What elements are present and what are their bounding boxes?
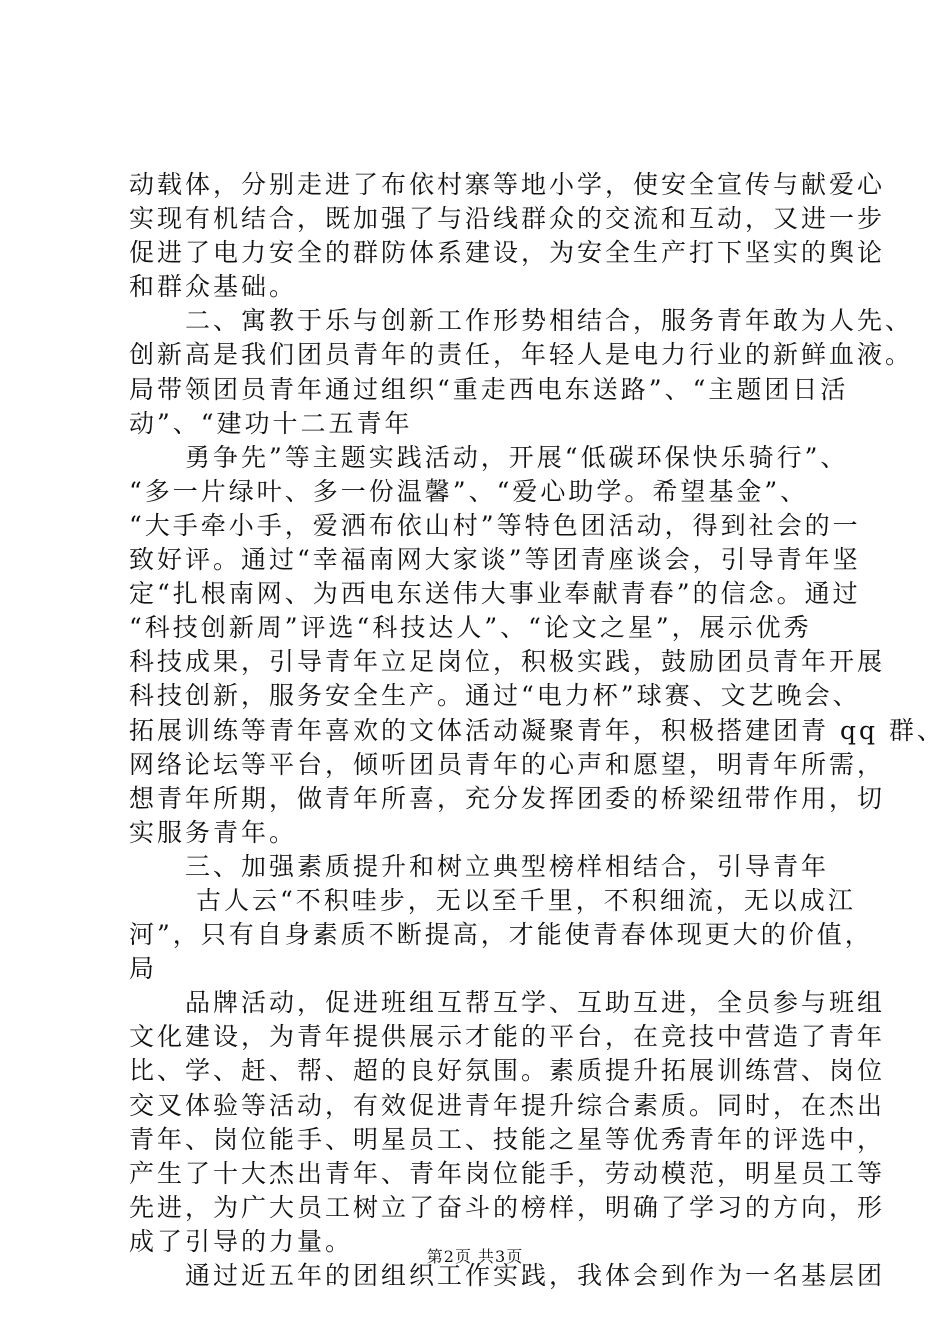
text-line: 网络论坛等平台，倾听团员青年的心声和愿望，明青年所需，	[129, 749, 886, 779]
text-line: 实服务青年。	[129, 817, 298, 847]
text-line: 创新高是我们团员青年的责任，年轻人是电力行业的新鲜血液。	[129, 340, 914, 370]
text-line: 勇争先”等主题实践活动，开展“低碳环保快乐骑行”、	[129, 442, 849, 472]
text-line: 河”，只有自身素质不断提高，才能使青春体现更大的价值，	[129, 920, 873, 950]
text-line: 先进，为广大员工树立了奋斗的榜样，明确了学习的方向，形	[129, 1192, 886, 1222]
text-line: 动载体，分别走进了布依村寨等地小学，使安全宣传与献爱心	[129, 170, 886, 199]
text-line: 拓展训练等青年喜欢的文体活动凝聚青年，积极搭建团青 qq 群、	[129, 715, 945, 745]
text-line: 比、学、赶、帮、超的良好氛围。素质提升拓展训练营、岗位	[129, 1056, 886, 1086]
text-line: 想青年所期，做青年所喜，充分发挥团委的桥梁纽带作用，切	[129, 783, 886, 813]
text-line: 科技创新，服务安全生产。通过“电力杯”球赛、文艺晚会、	[129, 681, 861, 711]
page-footer: 第2页 共3页	[426, 1247, 524, 1266]
body-text	[129, 168, 945, 1293]
text-line: 交叉体验等活动，有效促进青年提升综合素质。同时，在杰出	[129, 1090, 886, 1120]
text-line: 科技成果，引导青年立足岗位，积极实践，鼓励团员青年开展	[129, 647, 886, 677]
text-line: “多一片绿叶、多一份温馨”、“爱心助学。希望基金”、	[129, 476, 809, 506]
text-line: 和群众基础。	[129, 272, 298, 302]
text-line: 局	[129, 954, 158, 984]
text-line: 文化建设，为青年提供展示才能的平台，在竞技中营造了青年	[129, 1022, 886, 1052]
text-line: 实现有机结合，既加强了与沿线群众的交流和互动，又进一步	[129, 204, 886, 234]
text-line: 局带领团员青年通过组织“重走西电东送路”、“主题团日活	[129, 374, 849, 404]
text-line: 三、加强素质提升和树立典型榜样相结合，引导青年	[129, 851, 830, 881]
text-line: 促进了电力安全的群防体系建设，为安全生产打下坚实的舆论	[129, 238, 886, 268]
text-line: 古人云“不积哇步，无以至千里，不积细流，无以成江	[129, 885, 856, 915]
text-line: “大手牵小手，爱洒布依山村”等特色团活动，得到社会的一	[129, 510, 861, 540]
text-line: “科技创新周”评选“科技达人”、“论文之星”，展示优秀	[129, 613, 812, 643]
text-line: 成了引导的力量。	[129, 1226, 354, 1256]
text-line: 二、寓教于乐与创新工作形势相结合，服务青年敢为人先、	[129, 306, 914, 336]
text-line: 致好评。通过“幸福南网大家谈”等团青座谈会，引导青年坚	[129, 545, 861, 575]
text-line: 动”、“建功十二五青年	[129, 408, 413, 438]
text-line: 品牌活动，促进班组互帮互学、互助互进，全员参与班组	[129, 988, 886, 1018]
text-line: 定“扎根南网、为西电东送伟大事业奉献青春”的信念。通过	[129, 579, 861, 609]
text-line: 青年、岗位能手、明星员工、技能之星等优秀青年的评选中，	[129, 1124, 886, 1154]
text-line: 通过近五年的团组织工作实践，我体会到作为一名基层团	[129, 1261, 886, 1290]
text-line: 产生了十大杰出青年、青年岗位能手，劳动模范，明星员工等	[129, 1158, 886, 1188]
